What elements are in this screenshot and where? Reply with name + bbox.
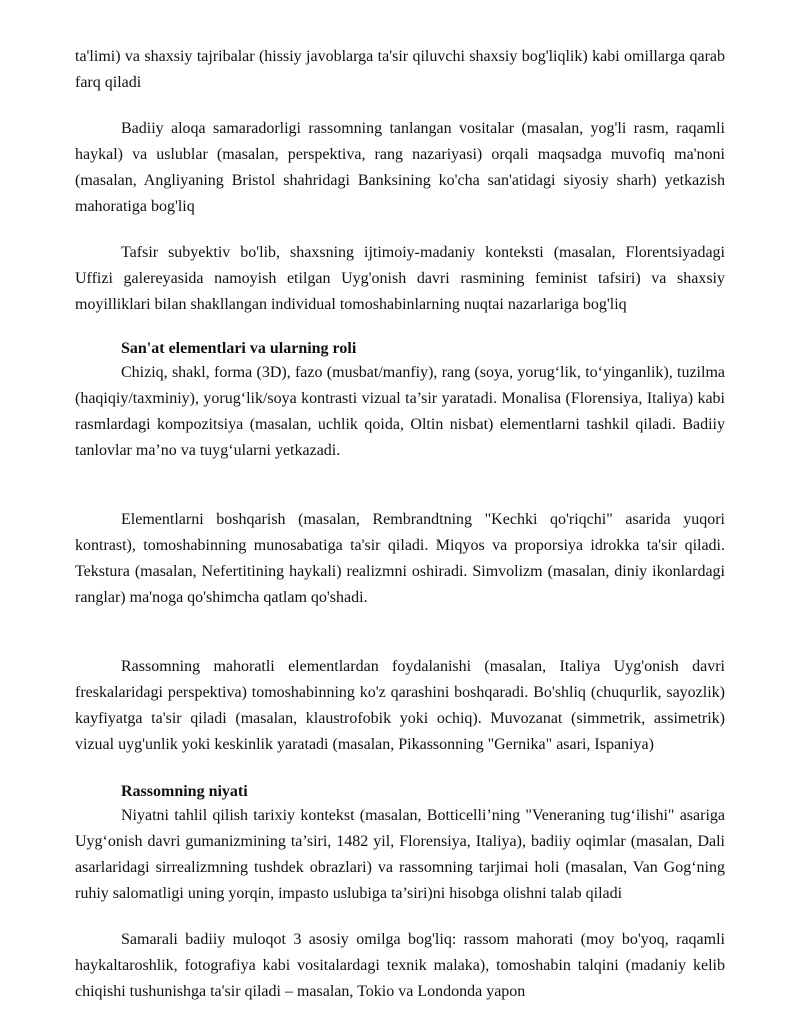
paragraph-intent-analysis: Niyatni tahlil qilish tarixiy kontekst (masalan, Botticelli’ning "Veneraning tug‘ilishi" asariga Uyg‘onish davri gumanizmining ta’siri, 1482 yil, Florensiya, Italiya), badiiy oqimlar (masalan, Dali asarlaridagi sirrealizmning tushdek obrazlari) va rassomning tarjimai holi (masalan, Van Gog‘ning ruhiy salomatligi uning yorqin, impasto uslubiga ta’siri)ni hisobga olishni talab qiladi [75, 807, 725, 902]
paragraph-continuation: ta'limi) va shaxsiy tajribalar (hissiy javoblarga ta'sir qiluvchi shaxsiy bog'liqlik) kabi omillarga qarab farq qiladi [75, 48, 725, 91]
document-page [75, 44, 725, 1005]
paragraph-elements-overview: Chiziq, shakl, forma (3D), fazo (musbat/manfiy), rang (soya, yorug‘lik, to‘yinganlik), tuzilma (haqiqiy/taxminiy), yorug‘lik/soya kontrasti vizual ta’sir yaratadi. Monalisa (Florensiya, Italiya) kabi rasmlardagi kompozitsiya (masalan, uchlik qoida, Oltin nisbat) elementlarni tashkil qiladi. Badiiy tanlovlar ma’no va tuyg‘ularni yetkazadi. [75, 364, 725, 459]
paragraph-effective-communication: Samarali badiiy muloqot 3 asosiy omilga bog'liq: rassom mahorati (moy bo'yoq, raqamli haykaltaroshlik, fotografiya kabi vositalardagi texnik malaka), tomoshabin talqini (madaniy kelib chiqishi tushunishga ta'sir qiladi – masalan, Tokio va Londonda yapon [75, 931, 725, 1000]
paragraph-elements-manipulation: Elementlarni boshqarish (masalan, Rembrandtning "Kechki qo'riqchi" asarida yuqori kontrast), tomoshabinning munosabatiga ta'sir qiladi. Miqyos va proporsiya idrokka ta'sir qiladi. Tekstura (masalan, Nefertitining haykali) realizmni oshiradi. Simvolizm (masalan, diniy ikonlardagi ranglar) ma'noga qo'shimcha qatlam qo'shadi. [75, 511, 725, 606]
section-heading-intent: Rassomning niyati [121, 783, 248, 800]
section-heading-elements: San'at elementlari va ularning roli [121, 340, 357, 357]
paragraph-interpretation: Tafsir subyektiv bo'lib, shaxsning ijtimoiy-madaniy konteksti (masalan, Florentsiyadagi Uffizi galereyasida namoyish etilgan Uyg'onish davri rasmining feminist tafsiri) va shaxsiy moyilliklari bilan shakllangan individual tomoshabinlarning nuqtai nazarlariga bog'liq [75, 244, 725, 313]
paragraph-artistic-communication: Badiiy aloqa samaradorligi rassomning tanlangan vositalar (masalan, yog'li rasm, raqamli haykal) va uslublar (masalan, perspektiva, rang nazariyasi) orqali maqsadga muvofiq ma'noni (masalan, Angliyaning Bristol shahridagi Banksining ko'cha san'atidagi siyosiy sharh) yetkazish mahoratiga bog'liq [75, 120, 725, 215]
paragraph-elements-mastery: Rassomning mahoratli elementlardan foydalanishi (masalan, Italiya Uyg'onish davri freskalaridagi perspektiva) tomoshabinning ko'z qarashini boshqaradi. Bo'shliq (chuqurlik, sayozlik) kayfiyatga ta'sir qiladi (masalan, klaustrofobik yoki ochiq). Muvozanat (simmetrik, assimetrik) vizual uyg'unlik yoki keskinlik yaratadi (masalan, Pikassonning "Gernika" asari, Ispaniya) [75, 658, 725, 753]
